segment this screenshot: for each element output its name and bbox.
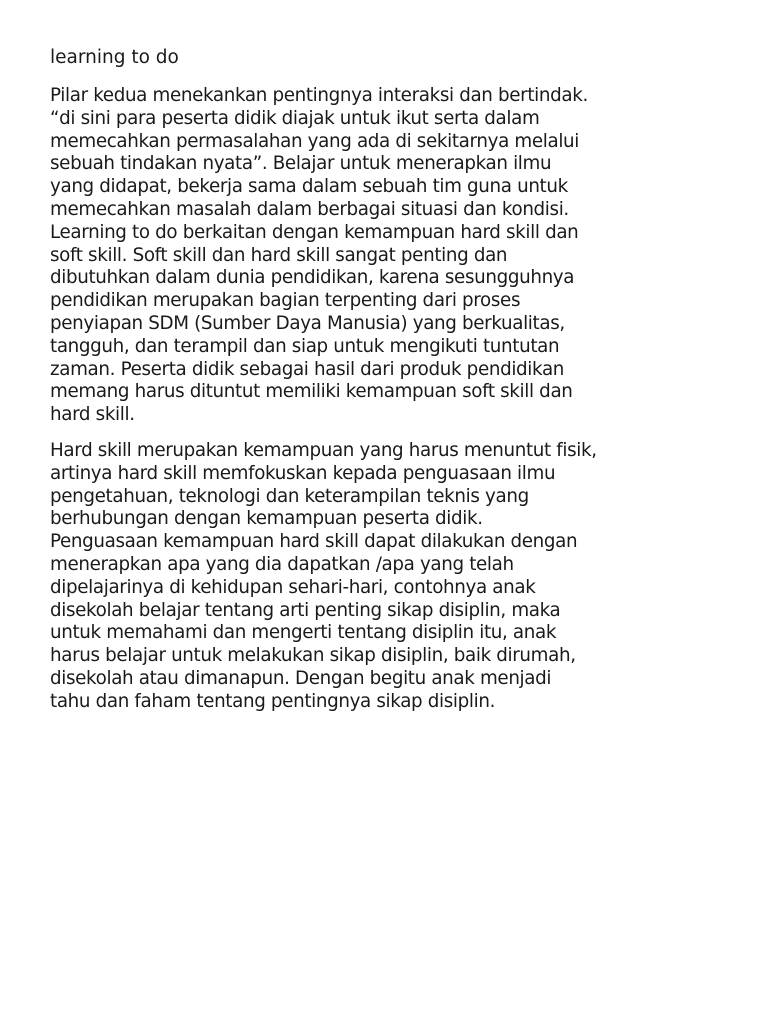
text-line: memang harus dituntut memiliki kemampuan soft skill dan	[50, 381, 573, 403]
text-line: disekolah atau dimanapun. Dengan begitu anak menjadi	[50, 667, 552, 689]
text-line: tangguh, dan terampil dan siap untuk mengikuti tuntutan	[50, 335, 560, 357]
paragraph-2	[50, 440, 730, 714]
text-line: tahu dan faham tentang pentingnya sikap disiplin.	[50, 690, 496, 712]
paragraph-1	[50, 85, 730, 427]
text-line: penyiapan SDM (Sumber Daya Manusia) yang berkualitas,	[50, 312, 565, 334]
document-page	[50, 44, 730, 727]
text-line: dipelajarinya di kehidupan sehari-hari, contohnya anak	[50, 576, 536, 598]
text-line: sebuah tindakan nyata”. Belajar untuk menerapkan ilmu	[50, 153, 552, 175]
text-line: zaman. Peserta didik sebagai hasil dari produk pendidikan	[50, 358, 565, 380]
text-line: Hard skill merupakan kemampuan yang harus menuntut fisik,	[50, 439, 597, 461]
text-line: hard skill.	[50, 404, 135, 426]
text-line: yang didapat, bekerja sama dalam sebuah tim guna untuk	[50, 176, 568, 198]
text-line: disekolah belajar tentang arti penting sikap disiplin, maka	[50, 599, 561, 621]
text-line: “di sini para peserta didik diajak untuk ikut serta dalam	[50, 107, 540, 129]
text-line: untuk memahami dan mengerti tentang disiplin itu, anak	[50, 622, 557, 644]
text-line: Learning to do berkaitan dengan kemampuan hard skill dan	[50, 221, 579, 243]
text-line: soft skill. Soft skill dan hard skill sangat penting dan	[50, 244, 508, 266]
text-line: artinya hard skill memfokuskan kepada penguasaan ilmu	[50, 462, 556, 484]
text-line: memecahkan permasalahan yang ada di sekitarnya melalui	[50, 130, 580, 152]
text-line: Penguasaan kemampuan hard skill dapat dilakukan dengan	[50, 531, 578, 553]
text-line: pendidikan merupakan bagian terpenting dari proses	[50, 290, 521, 312]
text-line: memecahkan masalah dalam berbagai situasi dan kondisi.	[50, 198, 569, 220]
text-line: pengetahuan, teknologi dan keterampilan teknis yang	[50, 485, 529, 507]
text-line: harus belajar untuk melakukan sikap disiplin, baik dirumah,	[50, 645, 576, 667]
text-line: berhubungan dengan kemampuan peserta didik.	[50, 508, 483, 530]
section-heading: learning to do	[50, 47, 179, 68]
text-line: Pilar kedua menekankan pentingnya interaksi dan bertindak.	[50, 85, 588, 106]
text-line: menerapkan apa yang dia dapatkan /apa yang telah	[50, 553, 514, 575]
text-line: dibutuhkan dalam dunia pendidikan, karena sesungguhnya	[50, 267, 575, 289]
